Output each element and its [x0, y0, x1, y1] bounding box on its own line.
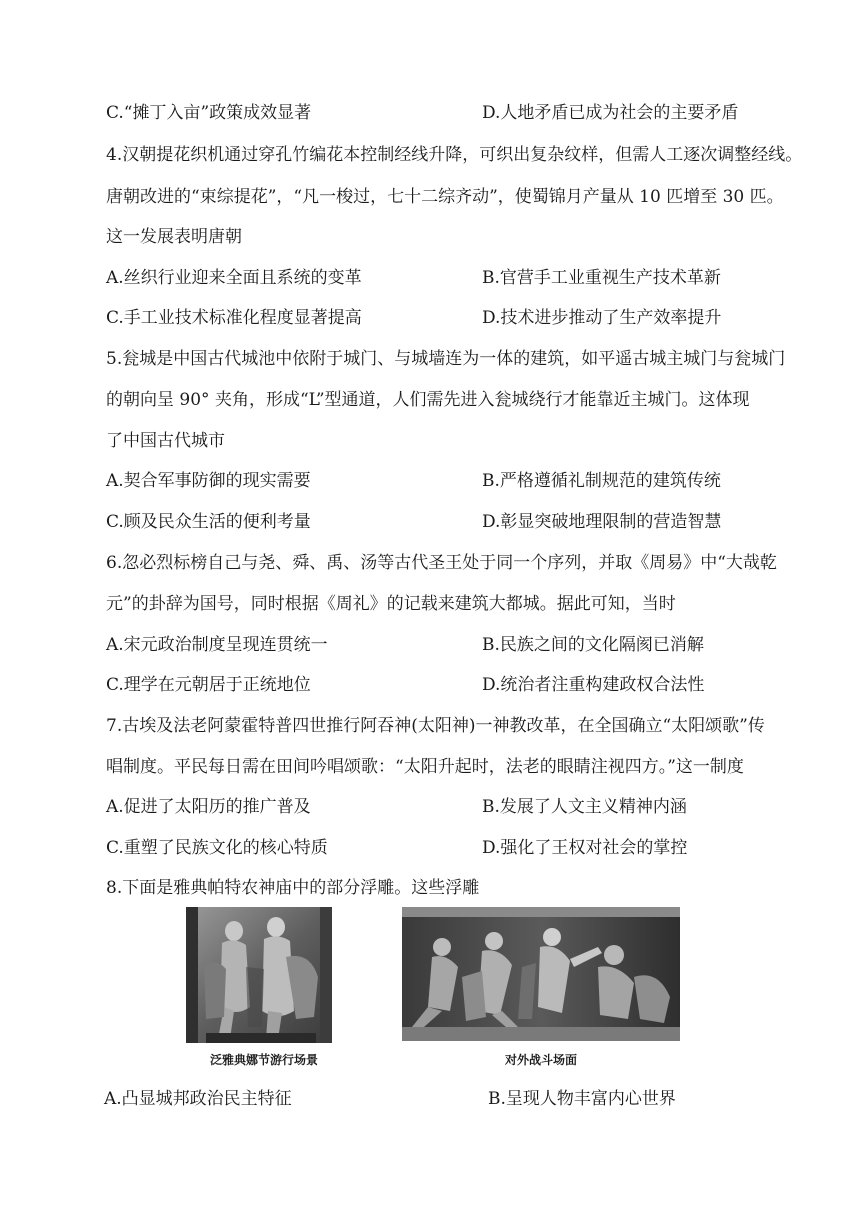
q5-option-c: C.顾及民众生活的便利考量 — [106, 512, 311, 532]
q5-stem-line-1: 5.瓮城是中国古代城池中依附于城门、与城墙连为一体的建筑，如平遥古城主城门与瓮城门 — [106, 349, 786, 369]
q7-stem-line-2: 唱制度。平民每日需在田间吟唱颂歌：“太阳升起时，法老的眼睛注视四方。”这一制度 — [106, 757, 744, 777]
q5-option-d: D.彰显突破地理限制的营造智慧 — [482, 512, 722, 532]
q6-option-d: D.统治者注重构建政权合法性 — [482, 675, 705, 695]
relief-image-procession — [186, 907, 332, 1043]
q4-option-c: C.手工业技术标准化程度显著提高 — [106, 308, 362, 328]
q4-stem-line-1: 4.汉朝提花织机通过穿孔竹编花本控制经线升降，可织出复杂纹样，但需人工逐次调整经线。 — [106, 145, 803, 165]
q4-stem-line-3: 这一发展表明唐朝 — [106, 227, 242, 247]
relief-battle-illustration — [402, 907, 680, 1041]
q6-option-b: B.民族之间的文化隔阂已消解 — [482, 635, 704, 655]
q4-option-a: A.丝织行业迎来全面且系统的变革 — [106, 268, 362, 288]
q4-option-d: D.技术进步推动了生产效率提升 — [482, 308, 722, 328]
relief-procession-illustration — [186, 907, 332, 1043]
q4-stem-line-2: 唐朝改进的“束综提花”，“凡一梭过，七十二综齐动”，使蜀锦月产量从 10 匹增至 30 匹。 — [106, 187, 784, 207]
q8-option-b: B.呈现人物丰富内心世界 — [488, 1089, 676, 1109]
q3-option-d: D.人地矛盾已成为社会的主要矛盾 — [482, 103, 739, 123]
q7-stem-line-1: 7.古埃及法老阿蒙霍特普四世推行阿吞神(太阳神)一神教改革，在全国确立“太阳颂歌”传 — [106, 716, 765, 736]
q5-stem-line-3: 了中国古代城市 — [106, 431, 225, 451]
q5-option-a: A.契合军事防御的现实需要 — [106, 471, 311, 491]
q6-option-a: A.宋元政治制度呈现连贯统一 — [106, 635, 328, 655]
q5-stem-line-2: 的朝向呈 90° 夹角，形成“L”型通道，人们需先进入瓮城绕行才能靠近主城门。这体现 — [106, 390, 750, 410]
q6-option-c: C.理学在元朝居于正统地位 — [106, 675, 311, 695]
q8-option-a: A.凸显城邦政治民主特征 — [104, 1089, 292, 1109]
q5-option-b: B.严格遵循礼制规范的建筑传统 — [482, 471, 721, 491]
q6-stem-line-1: 6.忽必烈标榜自己与尧、舜、禹、汤等古代圣王处于同一个序列，并取《周易》中“大哉乾 — [106, 553, 777, 573]
q7-option-a: A.促进了太阳历的推广普及 — [106, 797, 311, 817]
q8-stem-line-1: 8.下面是雅典帕特农神庙中的部分浮雕。这些浮雕 — [106, 878, 480, 898]
q7-option-d: D.强化了王权对社会的掌控 — [482, 838, 688, 858]
q7-option-c: C.重塑了民族文化的核心特质 — [106, 838, 328, 858]
q6-stem-line-2: 元”的卦辞为国号，同时根据《周礼》的记载来建筑大都城。据此可知，当时 — [106, 594, 676, 614]
q7-option-b: B.发展了人文主义精神内涵 — [482, 797, 687, 817]
relief-image-battle — [402, 907, 680, 1041]
q3-option-c: C.“摊丁入亩”政策成效显著 — [106, 103, 312, 123]
figure-caption-battle: 对外战斗场面 — [504, 1053, 577, 1067]
figure-caption-procession: 泛雅典娜节游行场景 — [209, 1053, 318, 1067]
q4-option-b: B.官营手工业重视生产技术革新 — [482, 268, 721, 288]
